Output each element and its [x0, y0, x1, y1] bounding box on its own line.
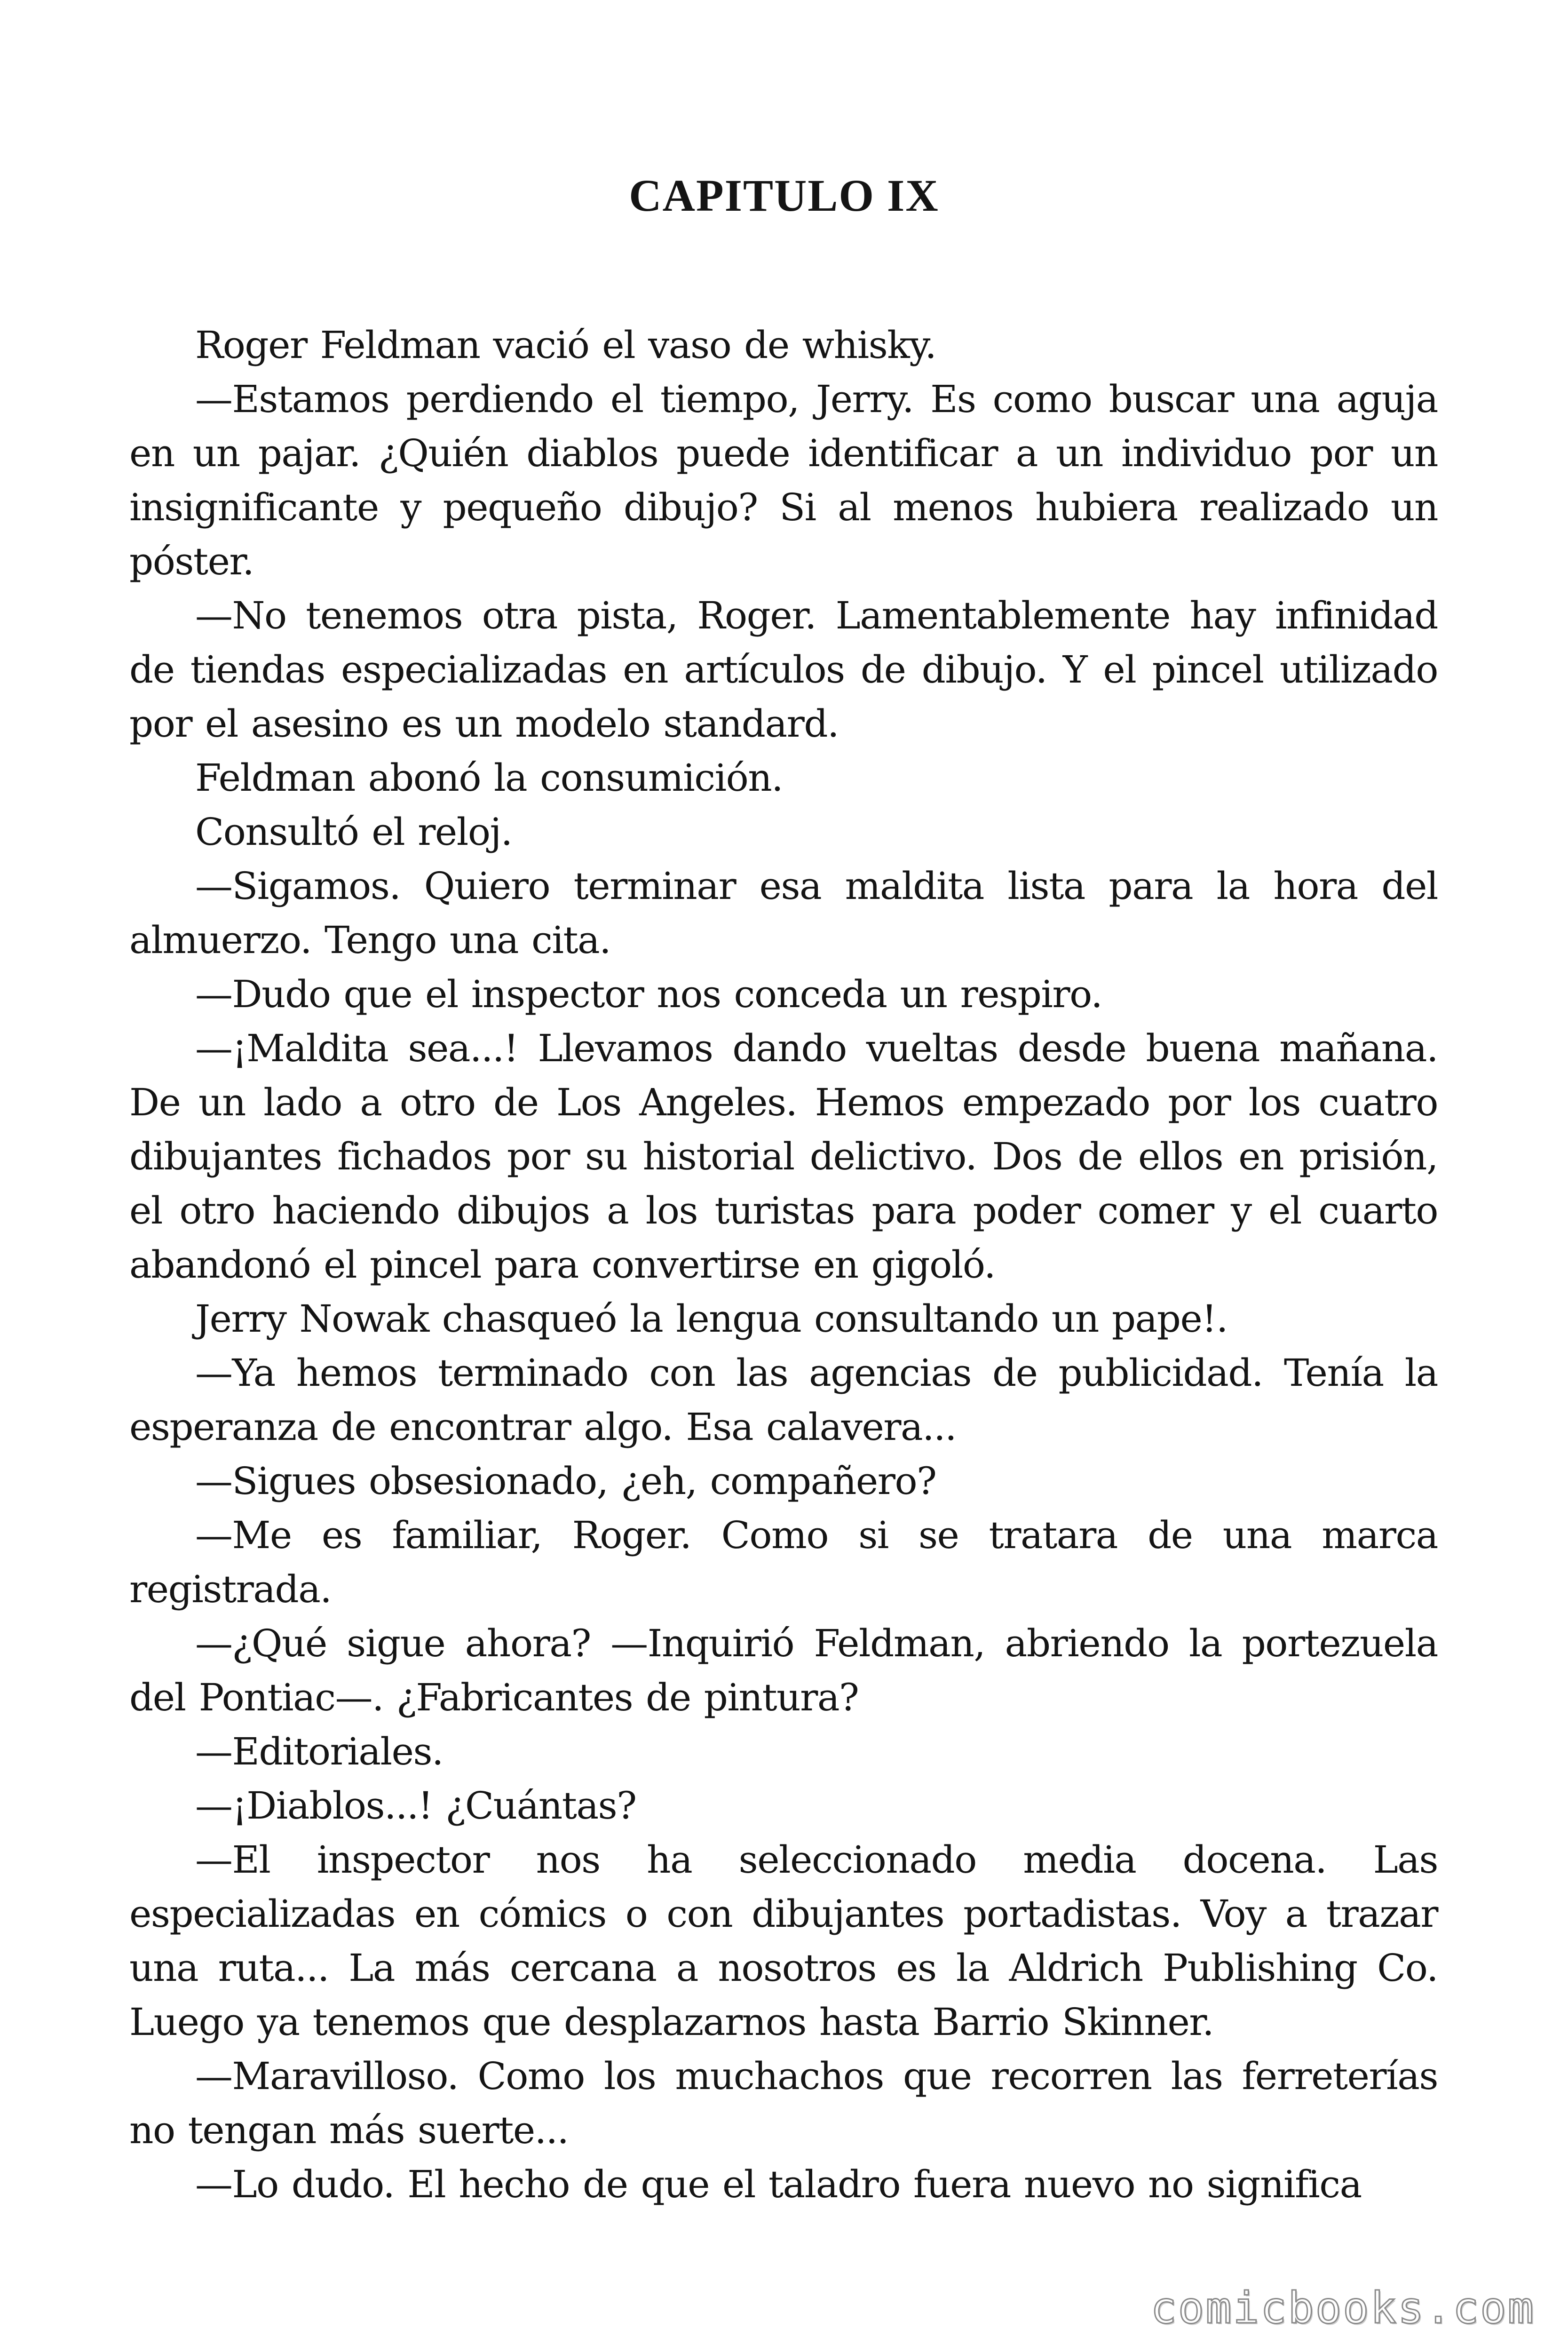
paragraph: —Lo dudo. El hecho de que el taladro fuera nuevo no significa — [195, 2162, 1362, 2206]
watermark-logo: comicbooks.com — [1150, 2283, 1535, 2333]
paragraph: —Estamos perdiendo el tiempo, Jerry. Es como buscar una aguja en un pajar. ¿Quién diablos puede identificar a un individuo por un insignificante y pequeño dibujo? Si al menos hubiera realizado un póster. — [129, 377, 1438, 583]
paragraph: —Editoriales. — [195, 1730, 443, 1773]
paragraph: —No tenemos otra pista, Roger. Lamentablemente hay infinidad de tiendas especializadas en artículos de dibujo. Y el pincel utilizado por el asesino es un modelo standard. — [129, 594, 1438, 746]
paragraph: —¡Maldita sea...! Llevamos dando vueltas desde buena mañana. De un lado a otro de Los Angeles. Hemos empezado por los cuatro dibujantes fichados por su historial delictivo. Dos de ellos en prisión, el otro haciendo dibujos a los turistas para poder comer y el cuarto abandonó el pincel para convertirse en gigoló. — [129, 1026, 1438, 1287]
paragraph: —¿Qué sigue ahora? —Inquirió Feldman, abriendo la portezuela del Pontiac—. ¿Fabricantes de pintura? — [129, 1621, 1438, 1719]
chapter-body — [129, 318, 1438, 2211]
paragraph: Jerry Nowak chasqueó la lengua consultando un pape!. — [195, 1297, 1227, 1341]
chapter-title: CAPITULO IX — [629, 170, 939, 221]
paragraph: —El inspector nos ha seleccionado media docena. Las especializadas en cómics o con dibujantes portadistas. Voy a trazar una ruta... La más cercana a nosotros es la Aldrich Publishing Co. Luego ya tenemos que desplazarnos hasta Barrio Skinner. — [129, 1838, 1438, 2044]
paragraph: —Me es familiar, Roger. Como si se tratara de una marca registrada. — [129, 1513, 1438, 1611]
paragraph: Roger Feldman vació el vaso de whisky. — [195, 323, 936, 367]
paragraph: —¡Diablos...! ¿Cuántas? — [195, 1784, 636, 1828]
paragraph: —Ya hemos terminado con las agencias de publicidad. Tenía la esperanza de encontrar algo. Esa calavera... — [129, 1351, 1438, 1449]
paragraph: —Sigues obsesionado, ¿eh, compañero? — [195, 1459, 936, 1503]
paragraph: —Sigamos. Quiero terminar esa maldita lista para la hora del almuerzo. Tengo una cita. — [129, 864, 1438, 962]
paragraph: —Dudo que el inspector nos conceda un respiro. — [195, 972, 1102, 1016]
paragraph: Feldman abonó la consumición. — [195, 756, 783, 800]
paragraph: Consultó el reloj. — [195, 810, 512, 854]
paragraph: —Maravilloso. Como los muchachos que recorren las ferreterías no tengan más suerte... — [129, 2054, 1438, 2152]
